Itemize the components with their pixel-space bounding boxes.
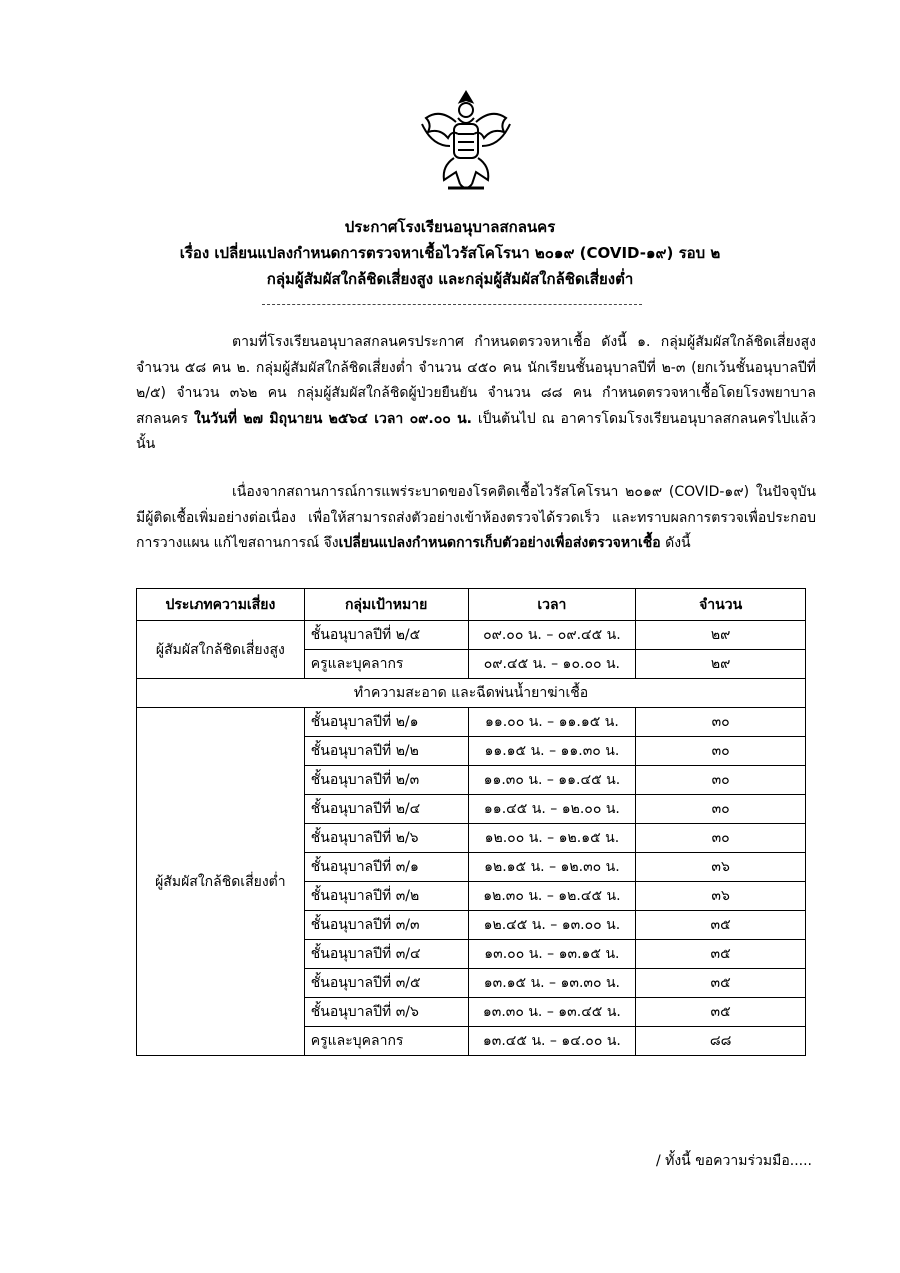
group-cell: ชั้นอนุบาลปีที่ ๓/๒: [304, 882, 468, 911]
group-cell: ชั้นอนุบาลปีที่ ๓/๕: [304, 969, 468, 998]
group-cell: ชั้นอนุบาลปีที่ ๒/๑: [304, 708, 468, 737]
header-risk-type: ประเภทความเสี่ยง: [137, 589, 305, 621]
group-cell: ชั้นอนุบาลปีที่ ๒/๓: [304, 766, 468, 795]
count-cell: ๓๕: [636, 911, 806, 940]
group-cell: ครูและบุคลากร: [304, 1027, 468, 1056]
time-cell: ๑๑.๔๕ น. – ๑๒.๐๐ น.: [468, 795, 636, 824]
count-cell: ๒๙: [636, 650, 806, 679]
group-cell: ชั้นอนุบาลปีที่ ๒/๖: [304, 824, 468, 853]
footer-continuation: / ทั้งนี้ ขอความร่วมมือ.....: [655, 1153, 812, 1169]
count-cell: ๓๐: [636, 824, 806, 853]
paragraph2-text-a: เนื่องจากสถานการณ์การแพร่ระบาดของโรคติดเชื้อไวรัสโคโรนา ๒๐๑๙ (COVID-๑๙) ในปัจจุบันมีผู้ติดเชื้อเพิ่มอย่างต่อเนื่อง เพื่อให้สามารถส่งตัวอย่างเข้าห้องตรวจได้รวดเร็ว และทราบผลการตรวจเพื่อประกอบการวางแผน แก้ไขสถานการณ์ จึง: [136, 484, 816, 551]
announcement-header: [0, 214, 900, 292]
count-cell: ๓๖: [636, 853, 806, 882]
garuda-emblem: [418, 88, 514, 196]
time-cell: ๑๒.๓๐ น. – ๑๒.๔๕ น.: [468, 882, 636, 911]
paragraph2-bold: เปลี่ยนแปลงกำหนดการเก็บตัวอย่างเพื่อส่งตรวจหาเชื้อ: [338, 535, 661, 551]
group-cell: ชั้นอนุบาลปีที่ ๓/๑: [304, 853, 468, 882]
time-cell: ๐๙.๔๕ น. – ๑๐.๐๐ น.: [468, 650, 636, 679]
time-cell: ๐๙.๐๐ น. – ๐๙.๔๕ น.: [468, 621, 636, 650]
group-cell: ชั้นอนุบาลปีที่ ๒/๔: [304, 795, 468, 824]
group-cell: ชั้นอนุบาลปีที่ ๒/๒: [304, 737, 468, 766]
group-cell: ชั้นอนุบาลปีที่ ๓/๔: [304, 940, 468, 969]
group-cell: ชั้นอนุบาลปีที่ ๒/๕: [304, 621, 468, 650]
count-cell: ๓๐: [636, 795, 806, 824]
count-cell: ๓๕: [636, 969, 806, 998]
paragraph-change-reason: [136, 480, 816, 557]
time-cell: ๑๓.๔๕ น. – ๑๔.๐๐ น.: [468, 1027, 636, 1056]
cleaning-note: ทำความสะอาด และฉีดพ่นน้ำยาฆ่าเชื้อ: [137, 679, 806, 708]
table-row: [137, 708, 806, 737]
time-cell: ๑๒.๔๕ น. – ๑๓.๐๐ น.: [468, 911, 636, 940]
low-risk-category: ผู้สัมผัสใกล้ชิดเสี่ยงต่ำ: [137, 708, 305, 1056]
high-risk-category: ผู้สัมผัสใกล้ชิดเสี่ยงสูง: [137, 621, 305, 679]
paragraph1-date-bold: ในวันที่ ๒๗ มิถุนายน ๒๕๖๔ เวลา ๐๙.๐๐ น.: [193, 410, 472, 427]
header-count: จำนวน: [636, 589, 806, 621]
announcement-title: ประกาศโรงเรียนอนุบาลสกลนคร: [344, 218, 556, 236]
cleaning-row: [137, 679, 806, 708]
time-cell: ๑๓.๑๕ น. – ๑๓.๓๐ น.: [468, 969, 636, 998]
count-cell: ๓๐: [636, 708, 806, 737]
count-cell: ๓๕: [636, 940, 806, 969]
time-cell: ๑๒.๐๐ น. – ๑๒.๑๕ น.: [468, 824, 636, 853]
count-cell: ๓๖: [636, 882, 806, 911]
group-cell: ชั้นอนุบาลปีที่ ๓/๓: [304, 911, 468, 940]
group-cell: ครูและบุคลากร: [304, 650, 468, 679]
time-cell: ๑๑.๐๐ น. – ๑๑.๑๕ น.: [468, 708, 636, 737]
time-cell: ๑๑.๓๐ น. – ๑๑.๔๕ น.: [468, 766, 636, 795]
header-target-group: กลุ่มเป้าหมาย: [304, 589, 468, 621]
time-cell: ๑๑.๑๕ น. – ๑๑.๓๐ น.: [468, 737, 636, 766]
count-cell: ๓๕: [636, 998, 806, 1027]
count-cell: ๓๐: [636, 766, 806, 795]
table-row: [137, 621, 806, 650]
count-cell: ๓๐: [636, 737, 806, 766]
count-cell: ๘๘: [636, 1027, 806, 1056]
paragraph-previous-announcement: [136, 330, 816, 458]
time-cell: ๑๓.๐๐ น. – ๑๓.๑๕ น.: [468, 940, 636, 969]
paragraph2-text-b: ดังนี้: [665, 535, 691, 551]
group-cell: ชั้นอนุบาลปีที่ ๓/๖: [304, 998, 468, 1027]
count-cell: ๒๙: [636, 621, 806, 650]
time-cell: ๑๒.๑๕ น. – ๑๒.๓๐ น.: [468, 853, 636, 882]
announcement-subtitle: กลุ่มผู้สัมผัสใกล้ชิดเสี่ยงสูง และกลุ่มผู้สัมผัสใกล้ชิดเสี่ยงต่ำ: [266, 270, 634, 288]
time-cell: ๑๓.๓๐ น. – ๑๓.๔๕ น.: [468, 998, 636, 1027]
announcement-subject: เรื่อง เปลี่ยนแปลงกำหนดการตรวจหาเชื้อไวรัสโคโรนา ๒๐๑๙ (COVID-๑๙) รอบ ๒: [179, 244, 721, 262]
paragraph1-text-b: เป็นต้นไป ณ อาคารโดมโรงเรียนอนุบาลสกลนครไปแล้วนั้น: [136, 410, 817, 452]
schedule-table: [136, 588, 806, 1056]
header-time: เวลา: [468, 589, 636, 621]
table-header-row: [137, 589, 806, 621]
dashed-divider: [262, 304, 642, 305]
paragraph1-text-a: ตามที่โรงเรียนอนุบาลสกลนครประกาศ กำหนดตรวจหาเชื้อ ดังนี้ ๑. กลุ่มผู้สัมผัสใกล้ชิดเสี่ยงสูง จำนวน ๕๘ คน ๒. กลุ่มผู้สัมผัสใกล้ชิดเสี่ยงต่ำ จำนวน ๔๕๐ คน นักเรียนชั้นอนุบาลปีที่ ๒-๓ (ยกเว้นชั้นอนุบาลปีที่ ๒/๕) จำนวน ๓๖๒ คน กลุ่มผู้สัมผัสใกล้ชิดผู้ป่วยยืนยัน จำนวน ๘๘ คน กำหนดตรวจหาเชื้อโดยโรงพยาบาลสกลนคร: [136, 334, 816, 427]
